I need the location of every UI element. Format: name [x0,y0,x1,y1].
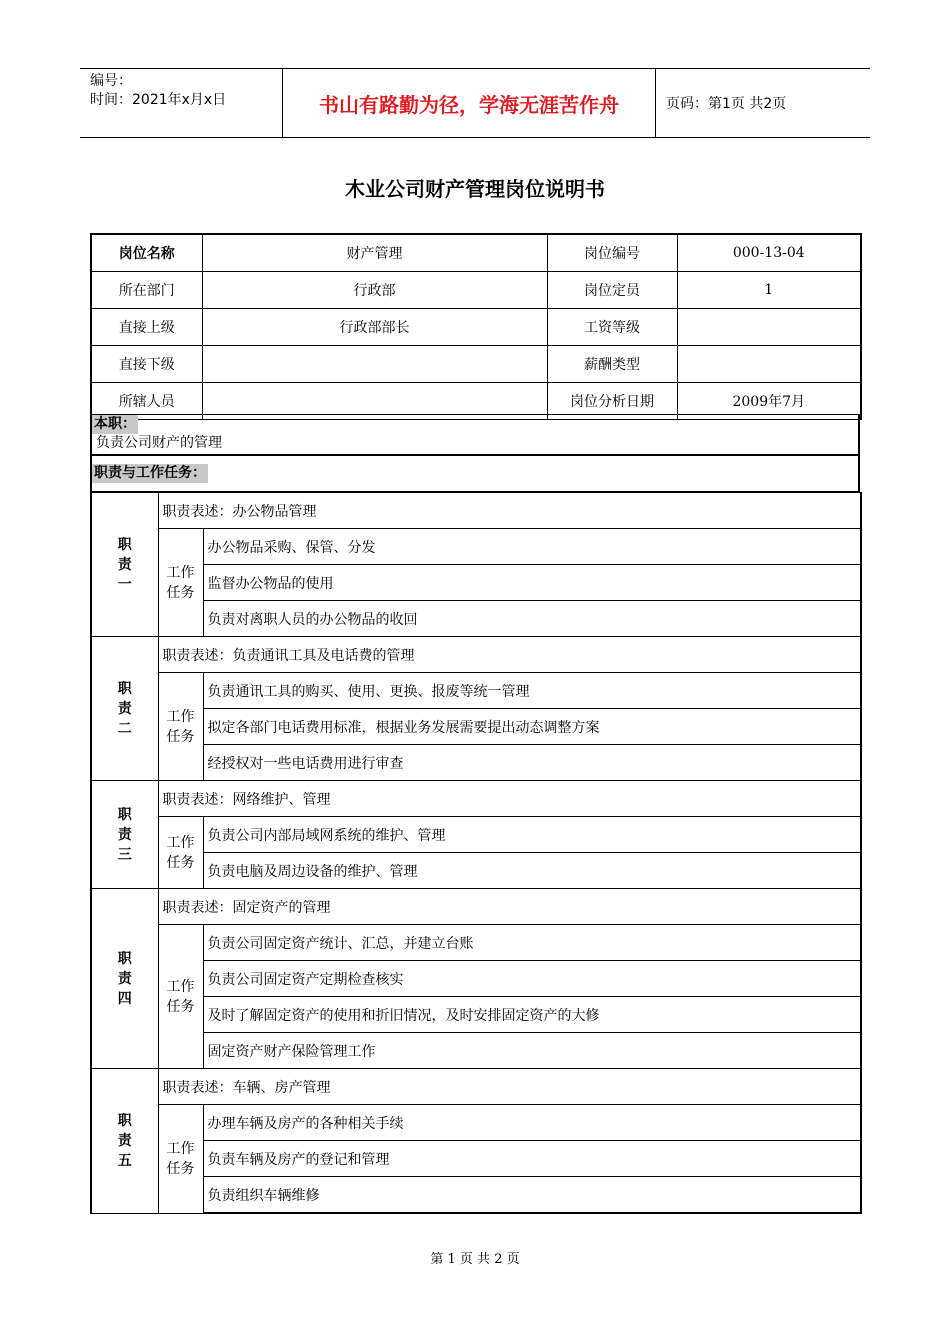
table-row [91,817,861,853]
duty-label: 职 责 一 [91,493,158,637]
info-key: 薪酬类型 [547,346,677,383]
task-item: 及时了解固定资产的使用和折旧情况，及时安排固定资产的大修 [203,997,861,1033]
table-row [91,1033,861,1069]
task-item: 负责对离职人员的办公物品的收回 [203,601,861,637]
duty-description: 职责表述：办公物品管理 [158,493,861,529]
info-key: 岗位名称 [91,234,202,272]
duty-table [90,780,862,889]
task-label: 工作 任务 [158,817,203,889]
info-value [202,346,547,383]
task-item: 负责公司固定资产定期检查核实 [203,961,861,997]
task-item: 拟定各部门电话费用标准，根据业务发展需要提出动态调整方案 [203,709,861,745]
duty-summary-text: 负责公司财产的管理 [96,435,222,451]
table-row [91,529,861,565]
table-row [91,565,861,601]
info-key: 岗位定员 [547,272,677,309]
info-value: 行政部部长 [202,309,547,346]
task-label: 工作 任务 [158,529,203,637]
page-footer: 第 1 页 共 2 页 [430,1252,520,1267]
table-row [91,234,861,272]
table-row [91,1069,861,1105]
code-label: 编号： [90,73,132,89]
info-key: 岗位分析日期 [547,383,677,420]
duty-summary-block [90,414,860,456]
page-header [80,68,870,138]
table-row [91,961,861,997]
date-line: 时间：2021年x月x日 [90,92,227,108]
task-item: 负责组织车辆维修 [203,1177,861,1214]
duty-table [90,492,862,637]
task-item: 负责公司内部局域网系统的维护、管理 [203,817,861,853]
task-item: 负责车辆及房产的登记和管理 [203,1141,861,1177]
motto: 书山有路勤为径，学海无涯苦作舟 [282,69,656,137]
info-value: 财产管理 [202,234,547,272]
table-row [91,673,861,709]
duty-description: 职责表述：网络维护、管理 [158,781,861,817]
task-item: 负责电脑及周边设备的维护、管理 [203,853,861,889]
info-value: 1 [677,272,861,309]
task-label: 工作 任务 [158,925,203,1069]
duty-description: 职责表述：车辆、房产管理 [158,1069,861,1105]
duty-table [90,888,862,1069]
info-value [677,346,861,383]
duty-description: 职责表述：固定资产的管理 [158,889,861,925]
task-item: 办公物品采购、保管、分发 [203,529,861,565]
duty-label: 职 责 三 [91,781,158,889]
table-row [91,709,861,745]
table-row [91,637,861,673]
table-row [91,889,861,925]
duty-label: 职 责 二 [91,637,158,781]
duty-table [90,636,862,781]
task-item: 负责公司固定资产统计、汇总，并建立台账 [203,925,861,961]
info-value: 2009年7月 [677,383,861,420]
task-item: 负责通讯工具的购买、使用、更换、报废等统一管理 [203,673,861,709]
page-number: 页码：第1页 共2页 [666,96,787,112]
info-key: 所辖人员 [91,383,202,420]
task-item: 经授权对一些电话费用进行审查 [203,745,861,781]
table-row [91,781,861,817]
task-item: 固定资产财产保险管理工作 [203,1033,861,1069]
header-left [80,69,282,137]
document-title: 木业公司财产管理岗位说明书 [345,177,605,201]
info-key: 直接上级 [91,309,202,346]
task-label: 工作 任务 [158,1105,203,1214]
table-row [91,925,861,961]
table-row [91,493,861,529]
table-row [91,346,861,383]
table-row [91,309,861,346]
table-row [91,853,861,889]
info-value: 行政部 [202,272,547,309]
duty-label: 职 责 五 [91,1069,158,1214]
duty-table [90,1068,862,1214]
info-key: 岗位编号 [547,234,677,272]
table-row [91,1177,861,1214]
table-row [91,601,861,637]
task-item: 办理车辆及房产的各种相关手续 [203,1105,861,1141]
duty-label: 职 责 四 [91,889,158,1069]
info-value: 000-13-04 [677,234,861,272]
duties-label: 职责与工作任务： [94,465,206,481]
info-value [677,309,861,346]
table-row [91,272,861,309]
duties-header [90,456,860,492]
info-table [90,233,862,420]
info-key: 直接下级 [91,346,202,383]
table-row [91,1105,861,1141]
table-row [91,745,861,781]
duty-description: 职责表述：负责通讯工具及电话费的管理 [158,637,861,673]
table-row [91,997,861,1033]
info-key: 所在部门 [91,272,202,309]
task-label: 工作 任务 [158,673,203,781]
duty-summary-label: 本职： [94,416,136,432]
task-item: 监督办公物品的使用 [203,565,861,601]
table-row [91,1141,861,1177]
info-key: 工资等级 [547,309,677,346]
